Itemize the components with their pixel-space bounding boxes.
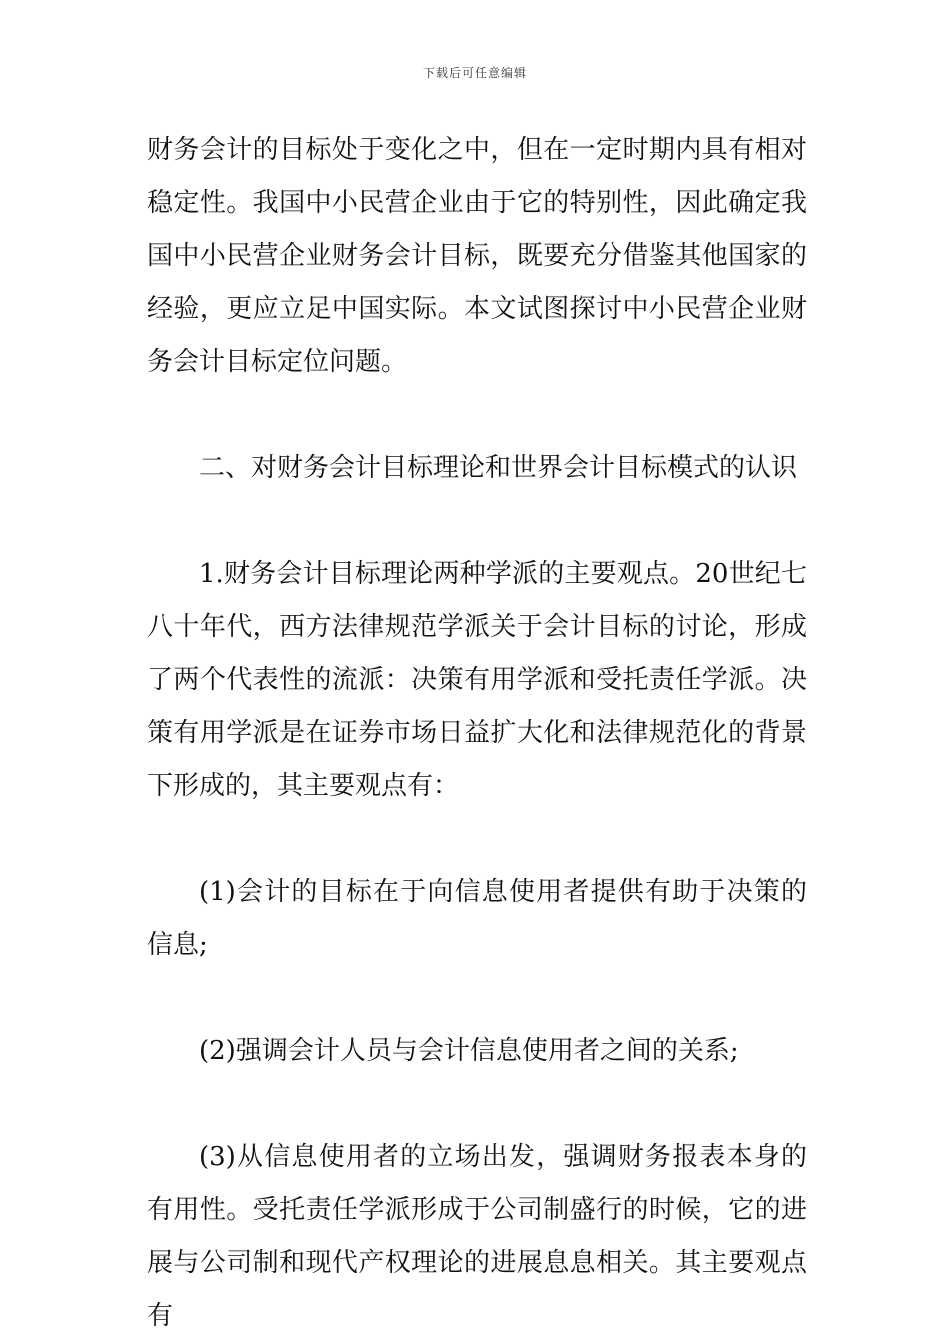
section-heading: 二、对财务会计目标理论和世界会计目标模式的认识 [199,453,798,483]
paragraph-intro: 财务会计的目标处于变化之中，但在一定时期内具有相对稳定性。我国中小民营企业由于它的特别性，因此确定我国中小民营企业财务会计目标，既要充分借鉴其他国家的经验，更应立足中国实际。本文试图探讨中小民营企业财务会计目标定位问题。 [147,135,807,377]
paragraph-schools: 1.财务会计目标理论两种学派的主要观点。20世纪七八十年代，西方法律规范学派关于会计目标的讨论，形成了两个代表性的流派：决策有用学派和受托责任学派。决策有用学派是在证券市场日益扩大化和法律规范化的背景下形成的，其主要观点有： [147,559,807,801]
list-item-2: (2)强调会计人员与会计信息使用者之间的关系; [199,1036,739,1066]
list-item-3: (3)从信息使用者的立场出发，强调财务报表本身的有用性。受托责任学派形成于公司制盛行的时候，它的进展与公司制和现代产权理论的进展息息相关。其主要观点有 [147,1142,807,1331]
paragraph-gap [147,972,807,1025]
paragraph-gap [147,813,807,866]
paragraph-gap [147,389,807,442]
list-item-1: (1)会计的目标在于向信息使用者提供有助于决策的信息; [147,877,807,960]
page-header-note: 下载后可任意编辑 [422,66,527,80]
paragraph-gap [147,495,807,548]
document-body [147,124,807,1343]
paragraph-gap [147,1078,807,1131]
